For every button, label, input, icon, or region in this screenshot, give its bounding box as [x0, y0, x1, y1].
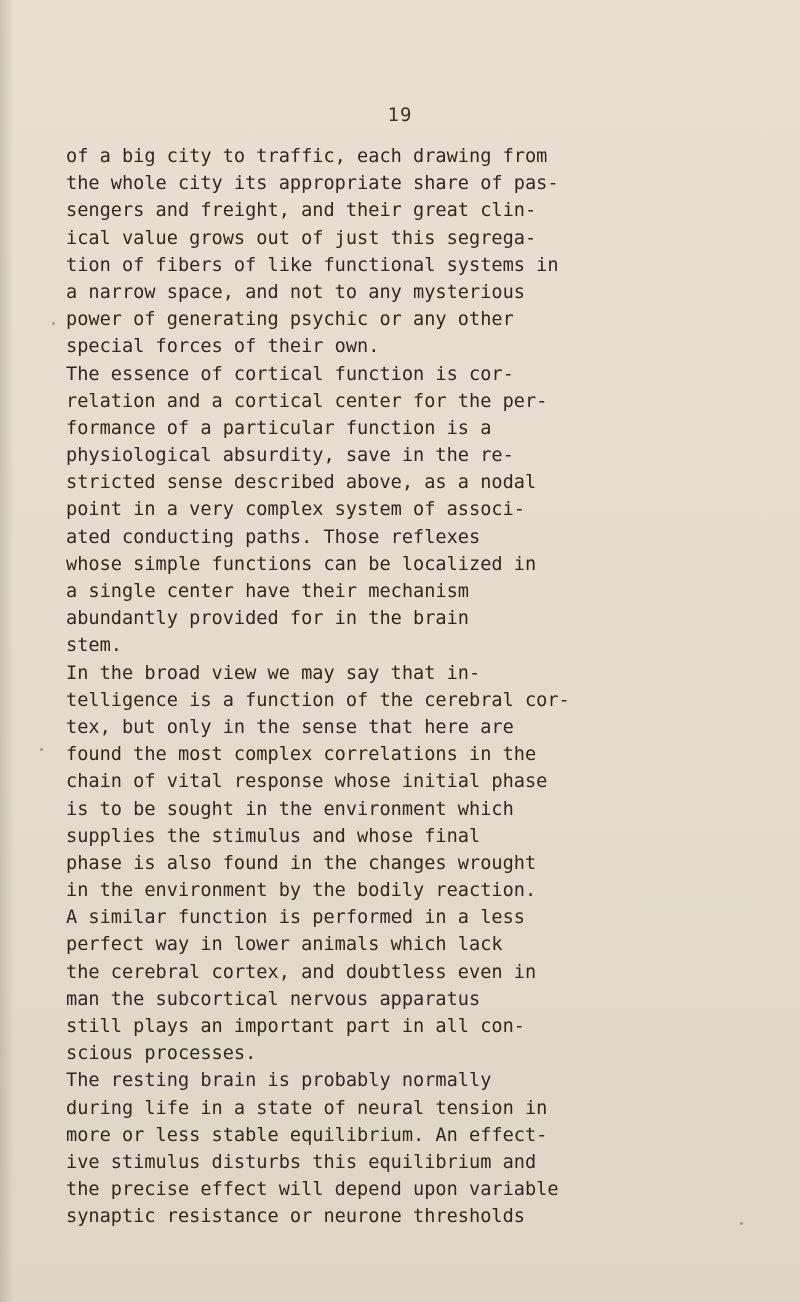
text-line: the precise effect will depend upon variable: [66, 1179, 559, 1201]
text-line: found the most complex correlations in the: [66, 744, 537, 766]
text-line: of a big city to traffic, each drawing from: [66, 146, 548, 167]
text-line: power of generating psychic or any other: [66, 309, 514, 331]
text-line: ated conducting paths. Those reflexes: [66, 526, 481, 548]
text-line: The resting brain is probably normally: [66, 1070, 492, 1092]
text-line: relation and a cortical center for the per-: [66, 390, 548, 412]
text-line: sengers and freight, and their great clin-: [66, 200, 537, 222]
text-line: perfect way in lower animals which lack: [66, 934, 503, 956]
body-text: [66, 143, 706, 1231]
text-line: still plays an important part in all con-: [66, 1016, 525, 1037]
paper-speck: [40, 748, 43, 751]
page-number: 19: [387, 104, 413, 126]
text-line: the whole city its appropriate share of pas-: [66, 173, 559, 195]
text-line: tion of fibers of like functional systems in: [66, 254, 559, 276]
text-line: supplies the stimulus and whose final: [66, 825, 481, 847]
text-line: ive stimulus disturbs this equilibrium and: [66, 1151, 537, 1173]
paper-speck: [740, 1222, 743, 1225]
text-line: the cerebral cortex, and doubtless even in: [66, 961, 537, 983]
text-line: stricted sense described above, as a nodal: [66, 472, 537, 494]
text-line: In the broad view we may say that in-: [66, 662, 481, 684]
text-line: man the subcortical nervous apparatus: [66, 988, 481, 1010]
text-line: during life in a state of neural tension in: [66, 1097, 548, 1119]
text-line: abundantly provided for in the brain: [66, 608, 469, 630]
text-line: whose simple functions can be localized in: [66, 553, 537, 575]
text-line: special forces of their own.: [66, 336, 380, 358]
text-line: more or less stable equilibrium. An effect-: [66, 1124, 548, 1146]
text-line: synaptic resistance or neurone thresholds: [66, 1206, 525, 1228]
text-line: point in a very complex system of associ-: [66, 499, 525, 521]
paper-speck: [52, 322, 55, 325]
text-line: scious processes.: [66, 1043, 257, 1065]
text-line: physiological absurdity, save in the re-: [66, 445, 514, 467]
text-line: chain of vital response whose initial phase: [66, 771, 548, 793]
text-line: tex, but only in the sense that here are: [66, 716, 514, 738]
text-line: telligence is a function of the cerebral cor-: [66, 689, 570, 711]
text-line: formance of a particular function is a: [66, 417, 492, 439]
text-line: phase is also found in the changes wrought: [66, 852, 537, 874]
text-line: is to be sought in the environment which: [66, 798, 514, 820]
text-line: ical value grows out of just this segrega-: [66, 227, 537, 249]
text-line: in the environment by the bodily reaction.: [66, 880, 537, 902]
text-line: A similar function is performed in a less: [66, 907, 525, 929]
text-line: a narrow space, and not to any mysterious: [66, 281, 525, 303]
text-line: a single center have their mechanism: [66, 581, 469, 602]
text-line: stem.: [66, 635, 122, 657]
text-line: The essence of cortical function is cor-: [66, 363, 514, 385]
